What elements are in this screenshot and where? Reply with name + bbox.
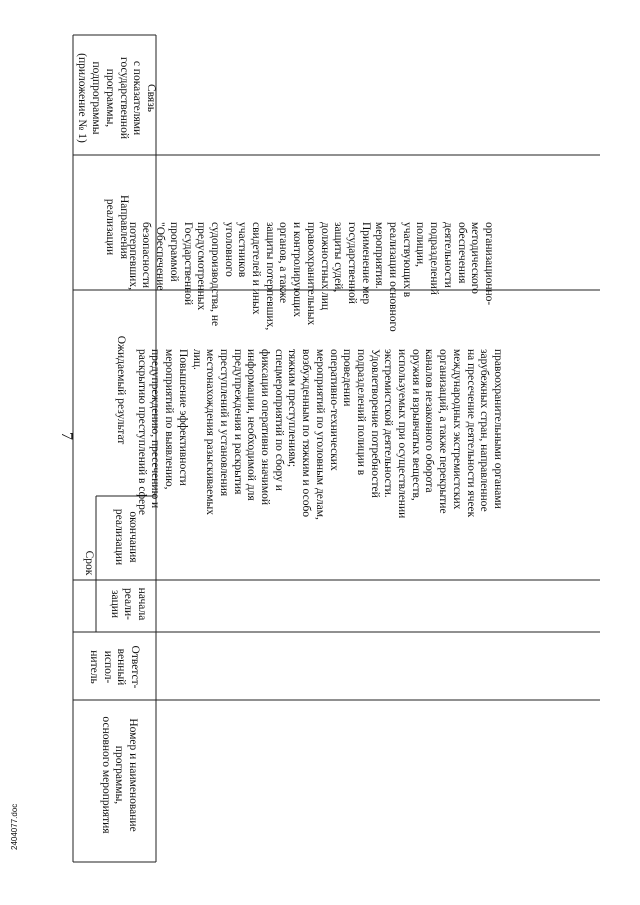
header-link-indicators: Связь с показателями государственной программы, подпрограммы (приложение № 1): [76, 53, 157, 143]
header-term-end: окончания реализации: [113, 508, 139, 566]
cell-directions: организационно- методического обеспечения деятельности подразделений полиции, участвующих в реализации основного мероприятия. Применение мер государственной защиты судей, должностных лиц правоохранительных и контролирующих органов, а также защиты потерпевших, свидетелей и иных участников уголовного судопроизводства, не предусмотренных Государственной программой "Обеспечение безопасности потерпевших,: [126, 222, 495, 332]
header-term-start: начала реали- зации: [108, 587, 148, 621]
cell-expected-result: правоохранительными органами зарубежных стран, направленное на пресечение деятельности ячеек международных экстремистских организаций, а также перекрытие каналов незаконного оборота оружия и взрывчатых веществ, используемых при осуществлении экстремистской деятельности. Удовлетворение потребностей подразделений полиции в проведении оперативно-технических мероприятий по уголовным делам, возбужденным по тяжким и особо тяжким преступлениям; спецмероприятий по сбору и фиксации оперативно значимой информации, необходимой для предупреждения и раскрытия преступлений и установления местонахождения разыскиваемых лиц. Повышение эффективности мероприятий по выявлению, предупреждению, пресечению и раскрытию преступлений в сфере: [135, 349, 504, 520]
header-term: Срок: [83, 550, 95, 576]
footer-document-code: 2404077.doc: [10, 803, 19, 850]
header-responsible-executor: Ответст- венный испол- нитель: [87, 645, 141, 689]
header-program-number-name: Номер и наименование программы, основного мероприятия: [99, 716, 139, 834]
header-directions: Направления реализации: [104, 195, 130, 259]
page-number: 7: [58, 432, 75, 440]
header-expected-result: Ожидаемый результат: [115, 335, 127, 445]
